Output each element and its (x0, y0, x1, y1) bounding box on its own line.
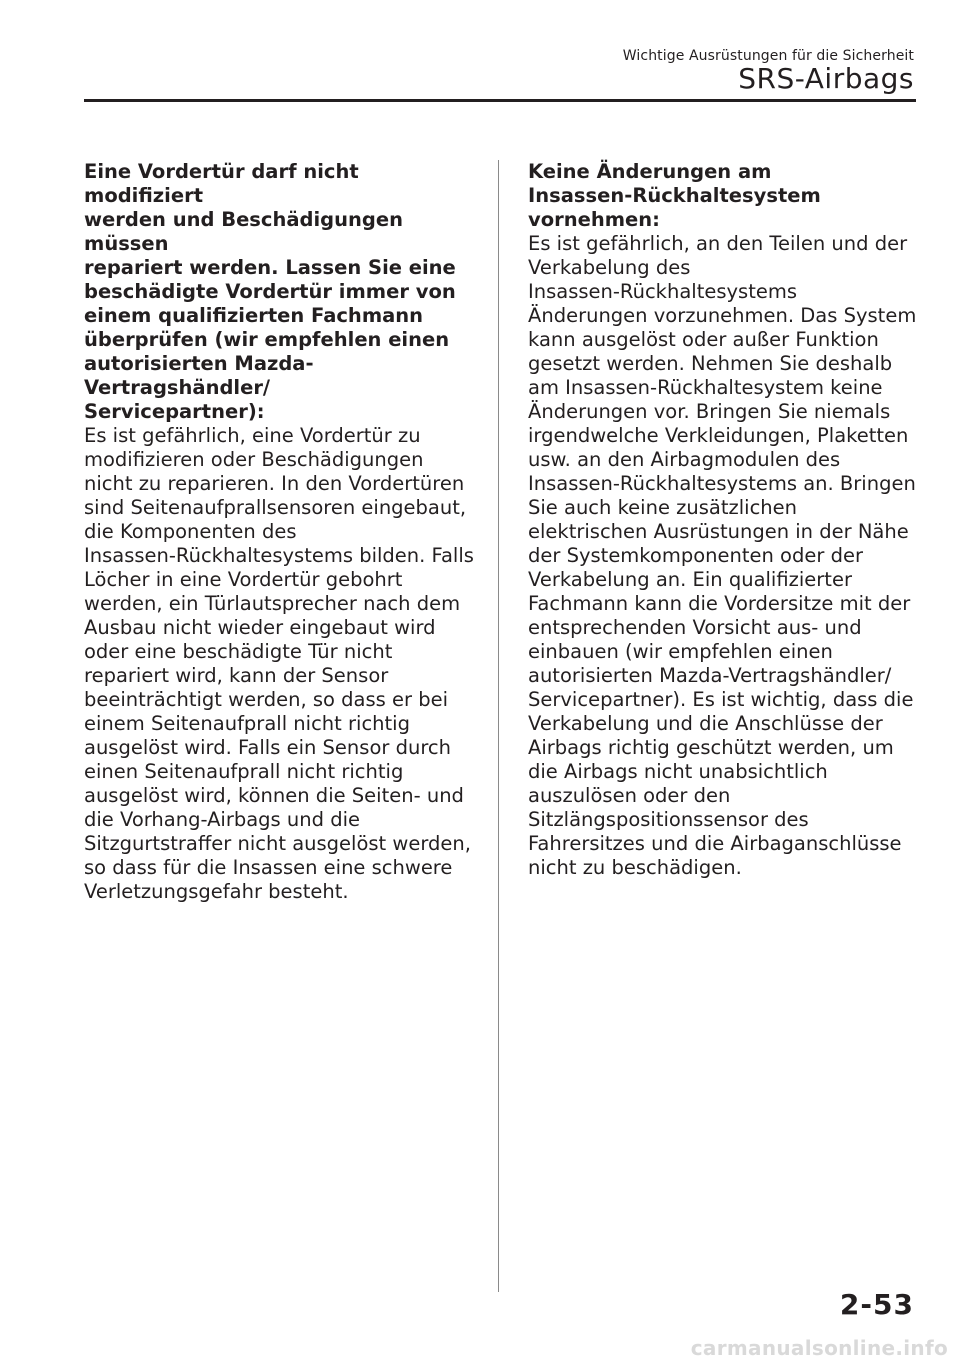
right-warning-heading: Keine Änderungen am Insassen-Rückhaltesystem vornehmen: (528, 160, 821, 231)
left-warning-body: Es ist gefährlich, eine Vordertür zu modifizieren oder Beschädigungen nicht zu reparieren. In den Vordertüren sind Seitenaufprallsensoren eingebaut, die Komponenten des Insassen-Rückhaltesystems bilden. Falls Löcher in eine Vordertür gebohrt werden, ein Türlautsprecher nach dem Ausbau nicht wieder eingebaut wird oder eine beschädigte Tür nicht repariert wird, kann der Sensor beeinträchtigt werden, so dass er bei einem Seitenaufprall nicht richtig ausgelöst wird. Falls ein Sensor durch einen Seitenaufprall nicht richtig ausgelöst wird, können die Seiten- und die Vorhang-Airbags und die Sitzgurtstraffer nicht ausgelöst werden, so dass für die Insassen eine schwere Verletzungsgefahr besteht. (84, 424, 474, 903)
left-column (84, 160, 484, 904)
page-number: 2-53 (839, 1288, 914, 1321)
right-column (528, 160, 928, 880)
header-divider (84, 99, 916, 102)
left-warning-heading: Eine Vordertür darf nicht modifiziert werden und Beschädigungen müssen repariert werden. Lassen Sie eine beschädigte Vordertür immer von einem qualifizierten Fachmann überprüfen (wir empfehlen einen autorisierten Mazda-Vertragshändler/ Servicepartner): (84, 160, 456, 423)
section-subtitle: Wichtige Ausrüstungen für die Sicherheit (622, 48, 914, 64)
watermark: carmanualsonline.info (690, 1336, 948, 1360)
section-title: SRS-Airbags (738, 62, 914, 95)
right-warning-body: Es ist gefährlich, an den Teilen und der Verkabelung des Insassen-Rückhaltesystems Änderungen vorzunehmen. Das System kann ausgelöst oder außer Funktion gesetzt werden. Nehmen Sie deshalb am Insassen-Rückhaltesystem keine Änderungen vor. Bringen Sie niemals irgendwelche Verkleidungen, Plaketten usw. an den Airbagmodulen des Insassen-Rückhaltesystems an. Bringen Sie auch keine zusätzlichen elektrischen Ausrüstungen in der Nähe der Systemkomponenten oder der Verkabelung an. Ein qualifizierter Fachmann kann die Vordersitze mit der entsprechenden Vorsicht aus- und einbauen (wir empfehlen einen autorisierten Mazda-Vertragshändler/ Servicepartner). Es ist wichtig, dass die Verkabelung und die Anschlüsse der Airbags richtig geschützt werden, um die Airbags nicht unabsichtlich auszulösen oder den Sitzlängspositionssensor des Fahrersitzes und die Airbaganschlüsse nicht zu beschädigen. (528, 232, 917, 879)
column-divider (498, 160, 499, 1292)
